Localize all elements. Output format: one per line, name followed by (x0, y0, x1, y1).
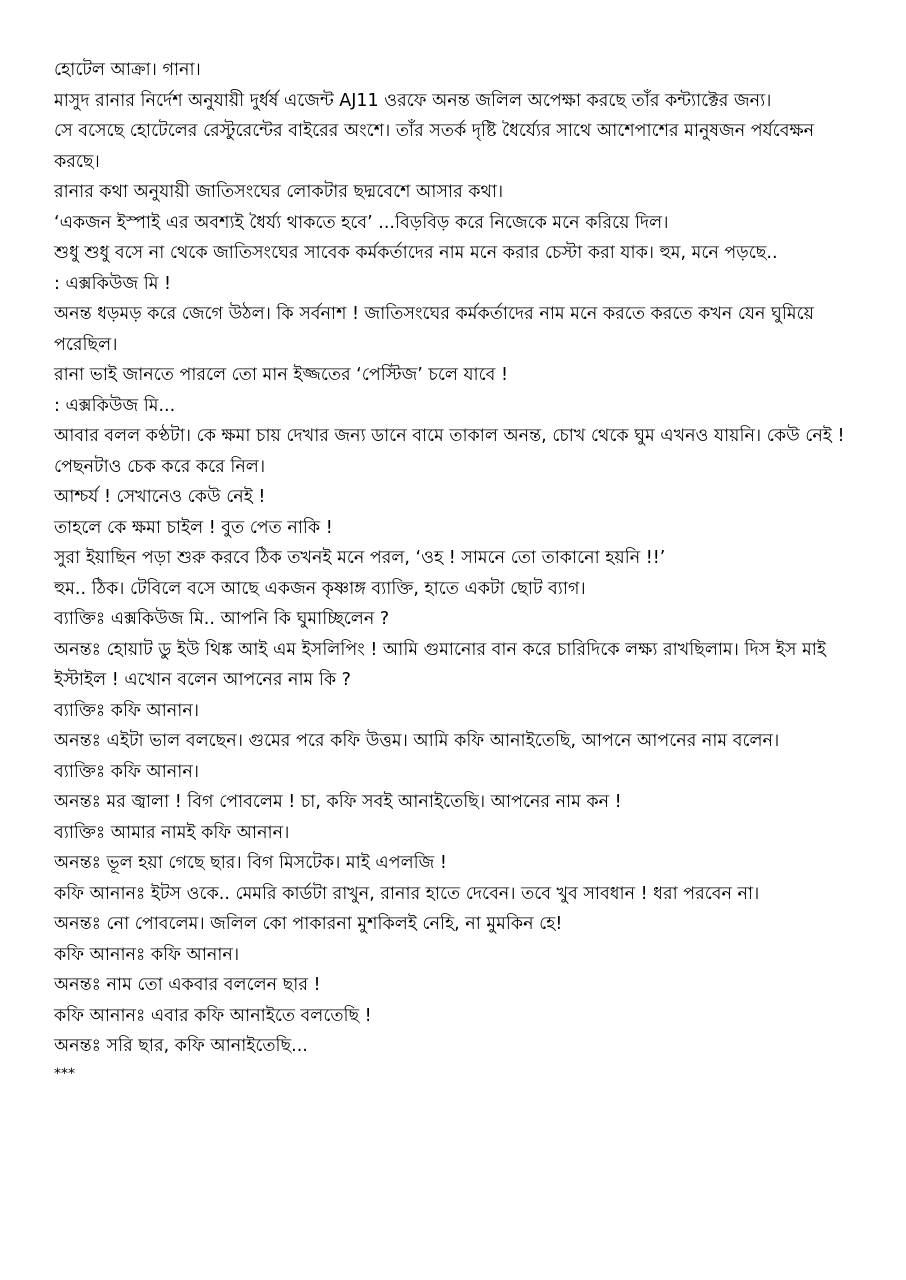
paragraph: হোটেল আক্রা। গানা। (54, 60, 201, 80)
paragraph: : এক্সকিউজ মি ! (54, 273, 172, 294)
paragraph: অনন্তঃ নাম তো একবার বললেন ছার ! (54, 975, 321, 995)
paragraph: ব্যাক্তিঃ কফি আনান। (54, 761, 200, 782)
paragraph: রানা ভাই জানতে পারলে তো মান ইজ্জতের ‘পেস্টিজ’ চলে যাবে ! (54, 365, 508, 385)
paragraph: রানার কথা অনুযায়ী জাতিসংঘের লোকটার ছদ্মবেশে আসার কথা। (54, 182, 504, 202)
paragraph: সুরা ইয়াছিন পড়া শুরু করবে ঠিক তখনই মনে পরল, ‘ওহ ! সামনে তো তাকানো হয়নি !!’ (54, 548, 666, 568)
paragraph: অনন্তঃ ভূল হয়া গেছে ছার। বিগ মিসটেক। মাই এপলজি ! (54, 853, 447, 873)
paragraph: তাহলে কে ক্ষমা চাইল ! বুত পেত নাকি ! (54, 517, 333, 538)
paragraph: অনন্তঃ মর জ্বালা ! বিগ পোবলেম ! চা, কফি সবই আনাইতেছি। আপনের নাম কন ! (54, 792, 622, 812)
paragraph: আবার বলল কণ্ঠটা। কে ক্ষমা চায় দেখার জন্য ডানে বামে তাকাল অনন্ত, চোখ থেকে ঘুম এখনও যায়নি। কেউ নেই ! (54, 426, 845, 446)
paragraph: অনন্তঃ এইটা ভাল বলছেন। গুমের পরে কফি উত্তম। আমি কফি আনাইতেছি, আপনে আপনের নাম বলেন। (54, 731, 780, 751)
paragraph: শুধু শুধু বসে না থেকে জাতিসংঘের সাবেক কর্মকর্তাদের নাম মনে করার চেস্টা করা যাক। হুম, মনে পড়ছে.. (54, 243, 778, 263)
paragraph: অনন্তঃ নো পোবলেম। জলিল কো পাকারনা মুশকিলই নেহি, না মুমকিন হে! (54, 914, 563, 934)
section-separator: *** (54, 1065, 75, 1082)
paragraph: ‘একজন ইস্পাই এর অবশ্যই ধৈর্য্য থাকতে হবে’ ...বিড়বিড় করে নিজেকে মনে করিয়ে দিল। (54, 212, 669, 233)
paragraph: অনন্তঃ সরি ছার, কফি আনাইতেছি... (54, 1036, 308, 1056)
paragraph: সে বসেছে হোটেলের রেস্টুরেন্টের বাইরের অংশে। তাঁর সতর্ক দৃষ্টি ধৈর্য্যের সাথে আশেপাশের মানুষজন পর্যবেক্ষন করছে। (54, 121, 815, 172)
paragraph: অনন্ত ধড়মড় করে জেগে উঠল। কি সর্বনাশ ! জাতিসংঘের কর্মকর্তাদের নাম মনে করতে করতে কখন যেন ঘুমিয়ে পরেছিল। (54, 304, 814, 355)
paragraph: অনন্তঃ হোয়াট ডু ইউ থিঙ্ক আই এম ইসলিপিং ! আমি গুমানোর বান করে চারিদিকে লক্ষ্য রাখছিলাম। দিস ইস মাই ইস্টাইল ! এখোন বলেন আপনের নাম কি ? (54, 639, 826, 690)
document-page (54, 55, 854, 1086)
paragraph: আশ্চর্য ! সেখানেও কেউ নেই ! (54, 487, 266, 507)
paragraph: মাসুদ রানার নির্দেশ অনুযায়ী দুর্ধর্ষ এজেন্ট AJ11 ওরফে অনন্ত জলিল অপেক্ষা করছে তাঁর কন্ট্যাক্টের জন্য। (54, 90, 772, 111)
paragraph: কফি আনানঃ এবার কফি আনাইতে বলতেছি ! (54, 1005, 372, 1026)
paragraph: ব্যাক্তিঃ এক্সকিউজ মি.. আপনি কি ঘুমাচ্ছিলেন ? (54, 609, 390, 629)
paragraph: ব্যাক্তিঃ আমার নামই কফি আনান। (54, 822, 290, 843)
paragraph: পেছনটাও চেক করে করে নিল। (54, 456, 266, 477)
paragraph: কফি আনানঃ কফি আনান। (54, 944, 240, 965)
paragraph: ব্যাক্তিঃ কফি আনান। (54, 700, 200, 721)
paragraph: কফি আনানঃ ইটস ওকে.. মেমরি কার্ডটা রাখুন, রানার হাতে দেবেন। তবে খুব সাবধান ! ধরা পরবেন না। (54, 883, 760, 904)
paragraph: হুম.. ঠিক। টেবিলে বসে আছে একজন কৃষ্ণাঙ্গ ব্যাক্তি, হাতে একটা ছোট ব্যাগ। (54, 578, 586, 599)
paragraph: : এক্সকিউজ মি... (54, 395, 176, 416)
